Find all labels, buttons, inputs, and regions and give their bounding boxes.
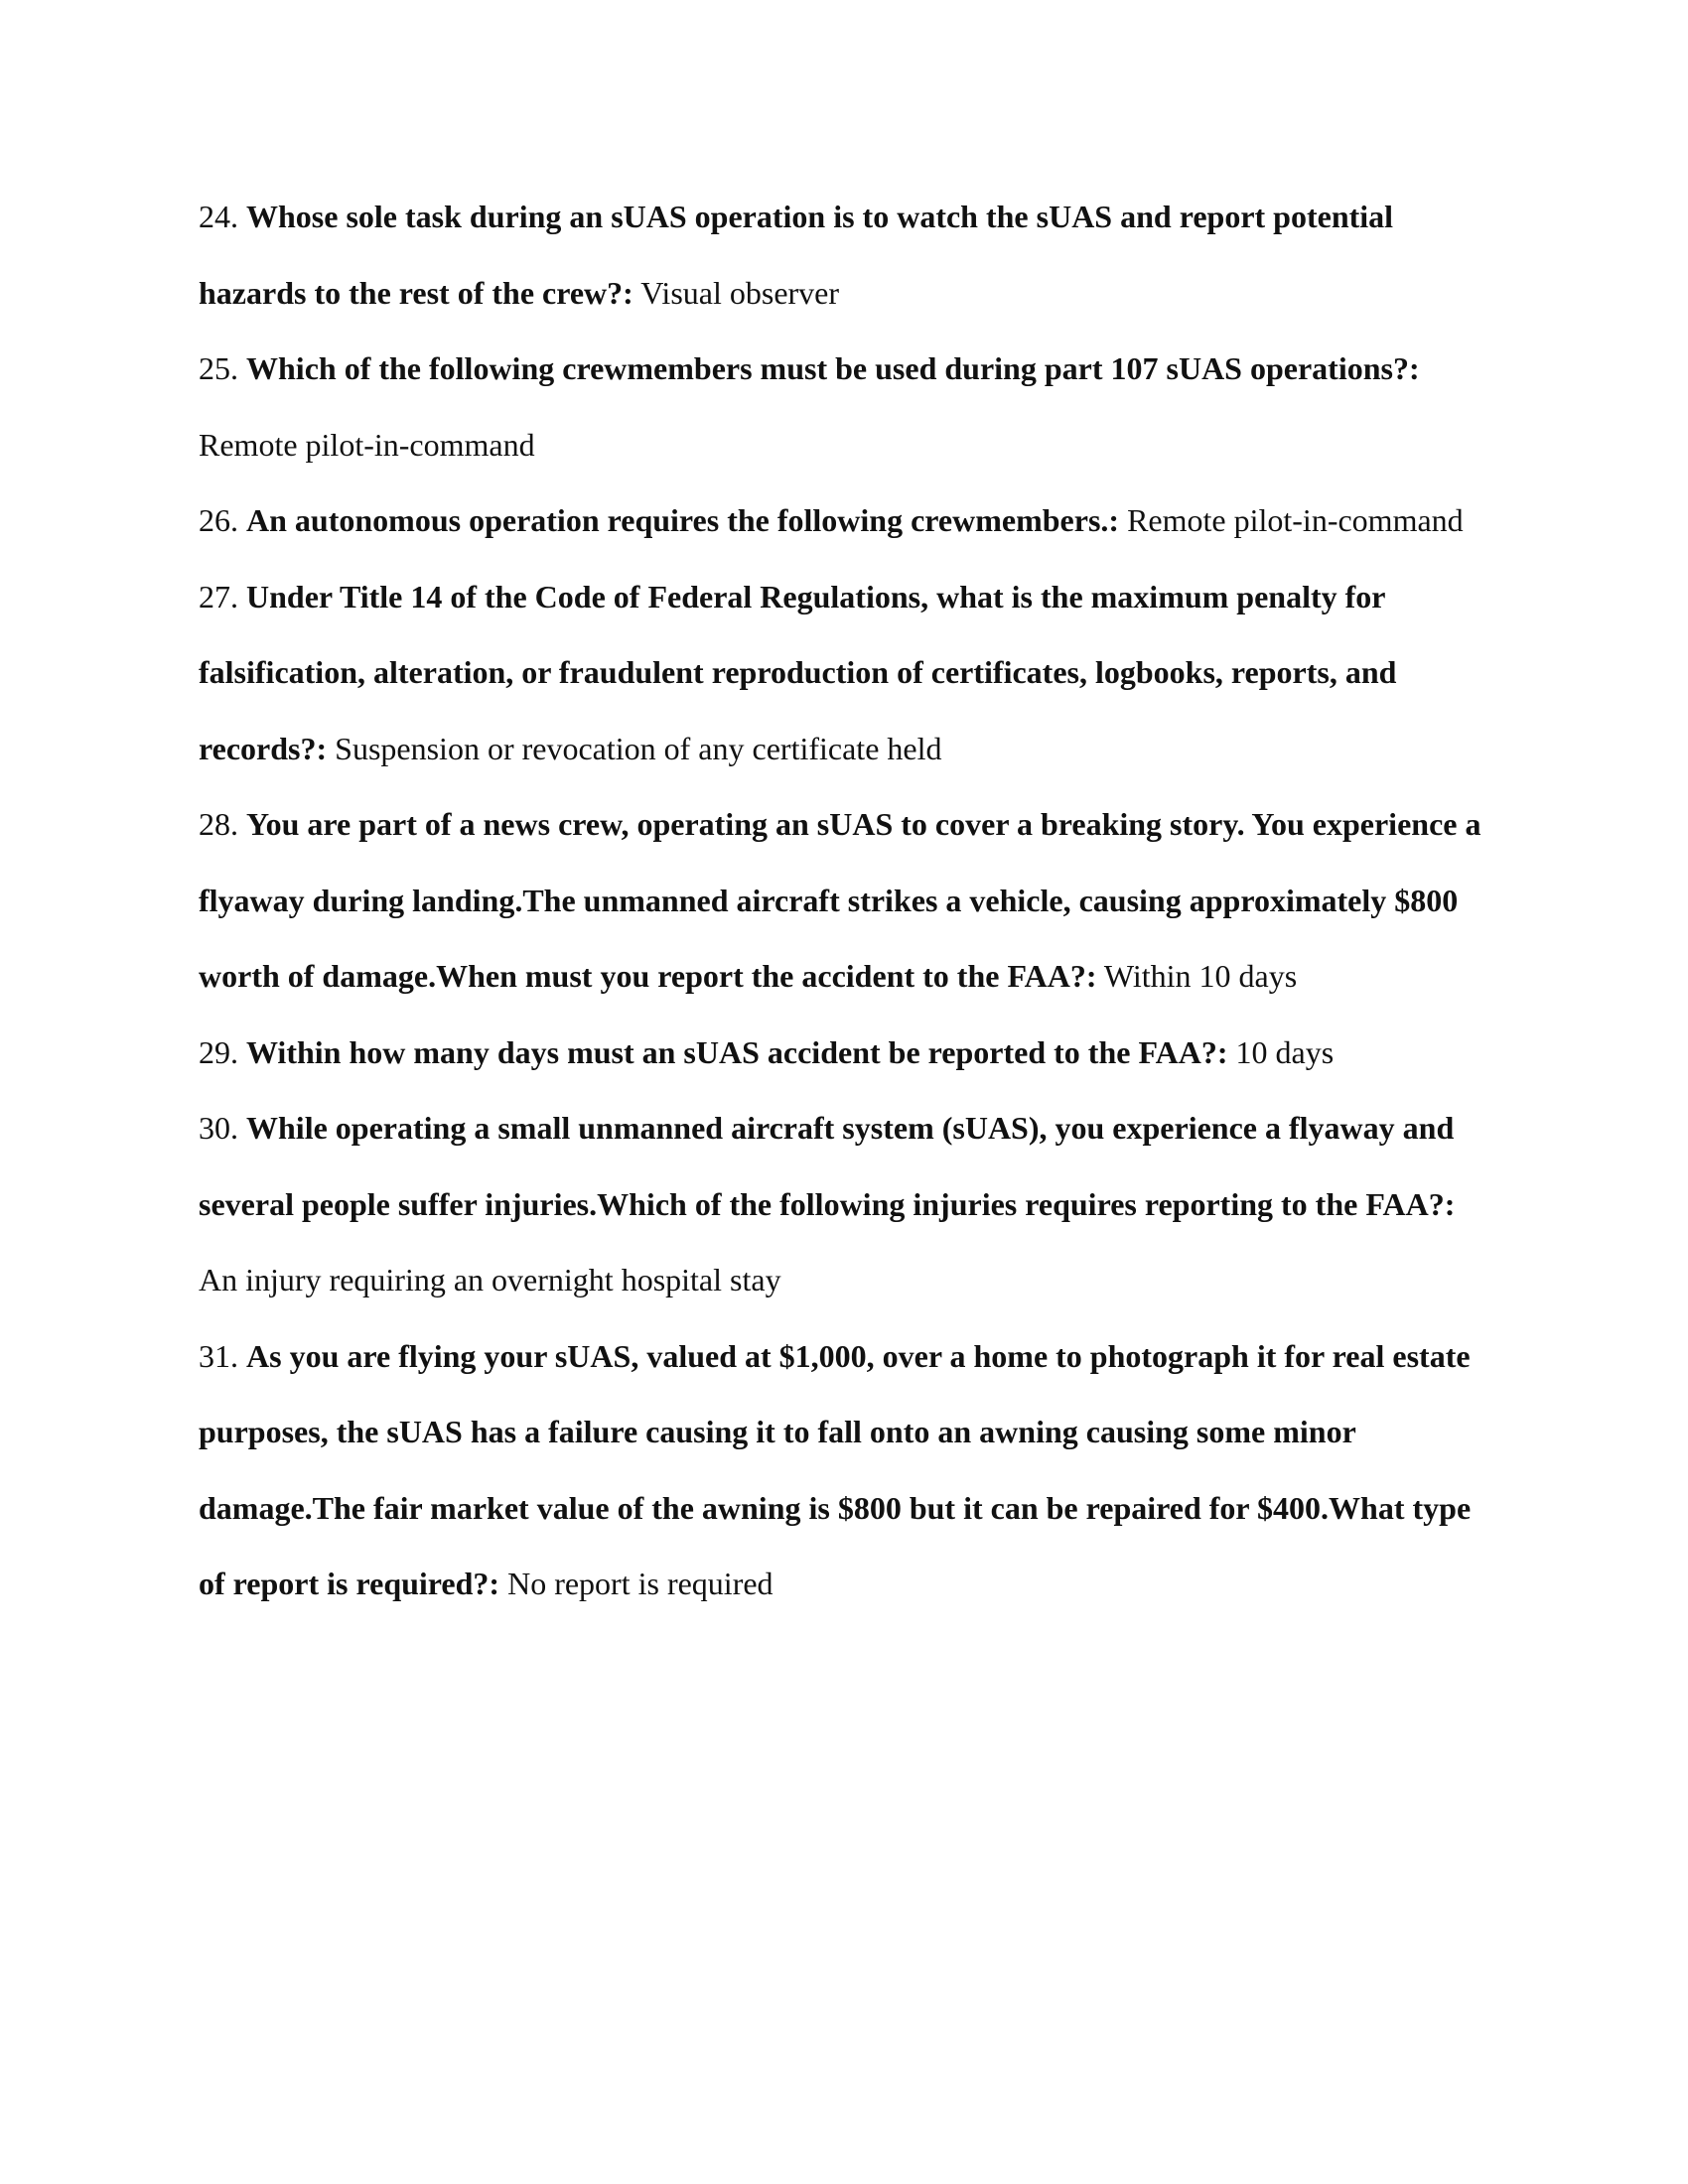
item-question: Which of the following crewmembers must be used during part 107 sUAS operations?:: [246, 350, 1420, 386]
item-question: Under Title 14 of the Code of Federal Regulations, what is the maximum penalty for falsification, alteration, or fraudulent reproduction of certificates, logbooks, reports, and records?:: [199, 578, 1397, 766]
item-number: 26.: [199, 502, 238, 538]
item-question: An autonomous operation requires the following crewmembers.:: [246, 502, 1120, 538]
item-question: You are part of a news crew, operating an sUAS to cover a breaking story. You experience a flyaway during landing.The unmanned aircraft strikes a vehicle, causing approximately $800 worth of damage.When must you report the accident to the FAA?:: [199, 806, 1481, 994]
item-question: Within how many days must an sUAS accident be reported to the FAA?:: [246, 1033, 1228, 1070]
item-answer: Suspension or revocation of any certificate held: [335, 730, 942, 766]
qa-item-27: [199, 559, 1489, 787]
qa-item-29: [199, 1015, 1489, 1091]
item-answer: Remote pilot-in-command: [199, 426, 535, 463]
qa-item-26: [199, 482, 1489, 559]
item-answer: No report is required: [507, 1566, 774, 1601]
item-number: 24.: [199, 199, 238, 234]
qa-item-31: [199, 1318, 1489, 1622]
item-number: 29.: [199, 1033, 238, 1070]
item-number: 27.: [199, 578, 238, 614]
qa-list: [199, 179, 1489, 1622]
item-answer: 10 days: [1235, 1033, 1335, 1070]
qa-item-28: [199, 786, 1489, 1015]
qa-item-30: [199, 1090, 1489, 1318]
item-number: 25.: [199, 350, 238, 386]
item-number: 31.: [199, 1337, 238, 1374]
item-question: As you are flying your sUAS, valued at $1,000, over a home to photograph it for real estate purposes, the sUAS has a failure causing it to fall onto an awning causing some minor damage.The fair market value of the awning is $800 but it can be repaired for $400.What type of report is required?:: [199, 1337, 1472, 1601]
qa-item-24: [199, 179, 1489, 331]
item-answer: Remote pilot-in-command: [1127, 502, 1464, 538]
item-number: 30.: [199, 1110, 238, 1146]
item-answer: Visual observer: [640, 274, 840, 311]
qa-item-25: [199, 331, 1489, 482]
item-answer: An injury requiring an overnight hospital stay: [199, 1262, 781, 1297]
item-question: Whose sole task during an sUAS operation is to watch the sUAS and report potential hazards to the rest of the crew?:: [199, 199, 1394, 311]
item-answer: Within 10 days: [1103, 958, 1298, 994]
item-question: While operating a small unmanned aircraft system (sUAS), you experience a flyaway and several people suffer injuries.Which of the following injuries requires reporting to the FAA?:: [199, 1110, 1456, 1222]
item-number: 28.: [199, 806, 238, 842]
